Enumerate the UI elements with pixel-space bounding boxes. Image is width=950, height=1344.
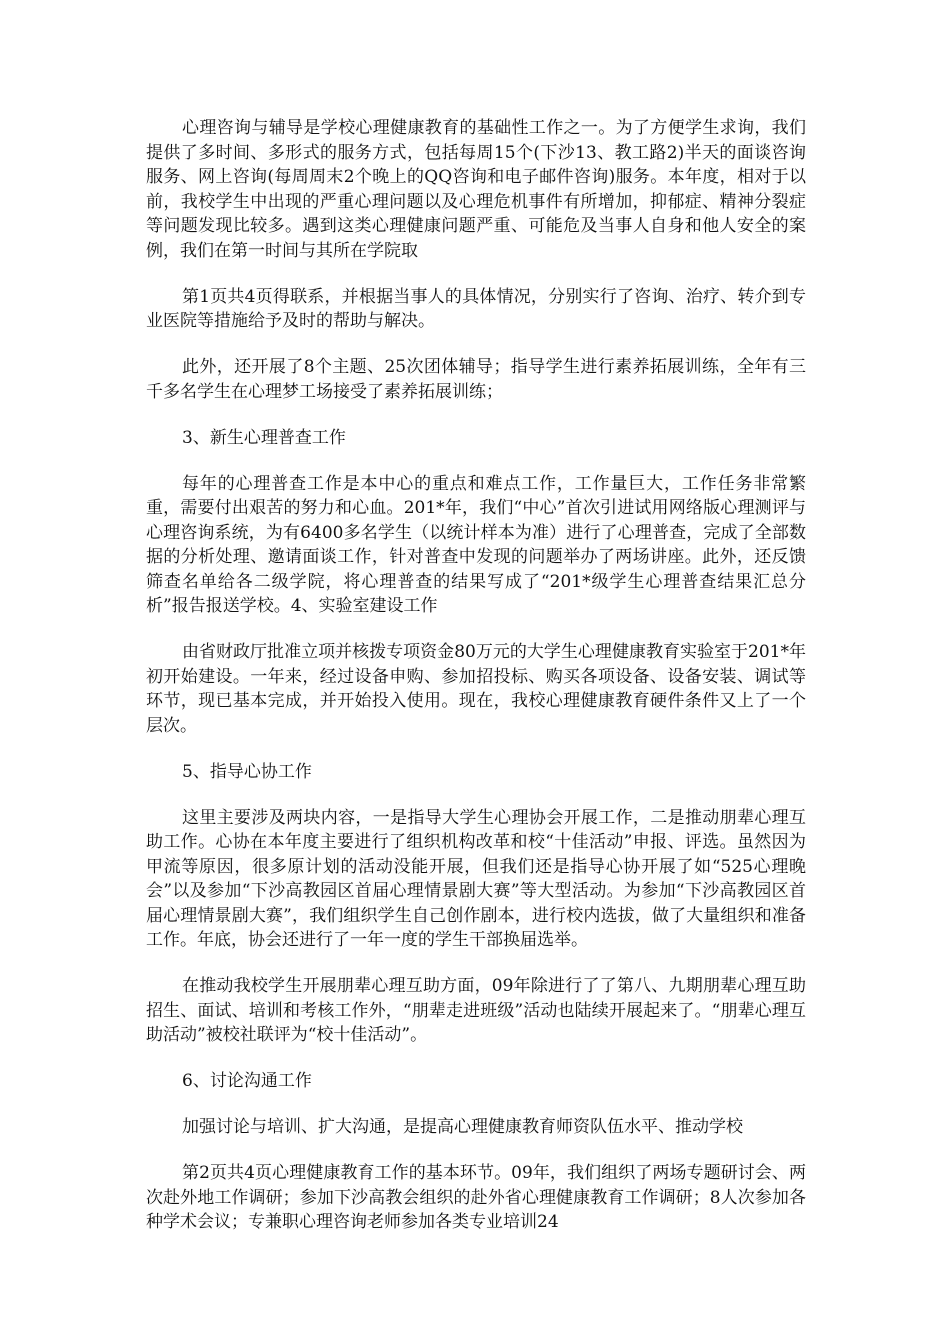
document-page [146, 116, 806, 1256]
paragraph-peer-support: 在推动我校学生开展朋辈心理互助方面，09年除进行了了第八、九期朋辈心理互助招生、面试、培训和考核工作外，“朋辈走进班级”活动也陆续开展起来了。“朋辈心理互助活动”被校社联评为“校十佳活动”。 [146, 976, 806, 1045]
paragraph-training-intro: 加强讨论与培训、扩大沟通，是提高心理健康教育师资队伍水平、推动学校 [182, 1117, 743, 1137]
paragraph-training-details: 第2页共4页心理健康教育工作的基本环节。09年，我们组织了两场专题研讨会、两次赴外地工作调研；参加下沙高教会组织的赴外省心理健康教育工作调研；8人次参加各种学术会议；专兼职心理咨询老师参加各类专业培训24 [146, 1163, 806, 1232]
paragraph-psych-survey: 每年的心理普查工作是本中心的重点和难点工作，工作量巨大，工作任务非常繁重，需要付出艰苦的努力和心血。201*年，我们“中心”首次引进试用网络版心理测评与心理咨询系统，为有6400多名学生（以统计样本为准）进行了心理普查，完成了全部数据的分析处理、邀请面谈工作，针对普查中发现的问题举办了两场讲座。此外，还反馈筛查名单给各二级学院，将心理普查的结果写成了“201*级学生心理普查结果汇总分析”报告报送学校。4、实验室建设工作 [146, 473, 806, 616]
paragraph-association-guidance: 这里主要涉及两块内容，一是指导大学生心理协会开展工作，二是推动朋辈心理互助工作。心协在本年度主要进行了组织机构改革和校“十佳活动”申报、评选。虽然因为甲流等原因，很多原计划的活动没能开展，但我们还是指导心协开展了如“525心理晚会”以及参加“下沙高教园区首届心理情景剧大赛”等大型活动。为参加“下沙高教园区首届心理情景剧大赛”，我们组织学生自己创作剧本，进行校内选拔，做了大量组织和准备工作。年底，协会还进行了一年一度的学生干部换届选举。 [146, 807, 806, 950]
section-heading-3: 3、新生心理普查工作 [182, 427, 346, 448]
section-heading-5: 5、指导心协工作 [182, 761, 312, 782]
section-heading-6: 6、讨论沟通工作 [182, 1071, 312, 1091]
paragraph-group-counseling: 此外，还开展了8个主题、25次团体辅导；指导学生进行素养拓展训练，全年有三千多名学生在心理梦工场接受了素养拓展训练； [146, 357, 806, 402]
paragraph-contact-followup: 第1页共4页得联系，并根据当事人的具体情况，分别实行了咨询、治疗、转介到专业医院等措施给予及时的帮助与解决。 [146, 286, 806, 331]
paragraph-lab-construction: 由省财政厅批准立项并核拨专项资金80万元的大学生心理健康教育实验室于201*年初开始建设。一年来，经过设备申购、参加招投标、购买各项设备、设备安装、调试等环节，现已基本完成，并开始投入使用。现在，我校心理健康教育硬件条件又上了一个层次。 [146, 642, 806, 736]
paragraph-counseling: 心理咨询与辅导是学校心理健康教育的基础性工作之一。为了方便学生求询，我们提供了多时间、多形式的服务方式，包括每周15个(下沙13、教工路2)半天的面谈咨询服务、网上咨询(每周周末2个晚上的QQ咨询和电子邮件咨询)服务。本年度，相对于以前，我校学生中出现的严重心理问题以及心理危机事件有所增加，抑郁症、精神分裂症等问题发现比较多。遇到这类心理健康问题严重、可能危及当事人自身和他人安全的案例，我们在第一时间与其所在学院取 [146, 118, 806, 261]
